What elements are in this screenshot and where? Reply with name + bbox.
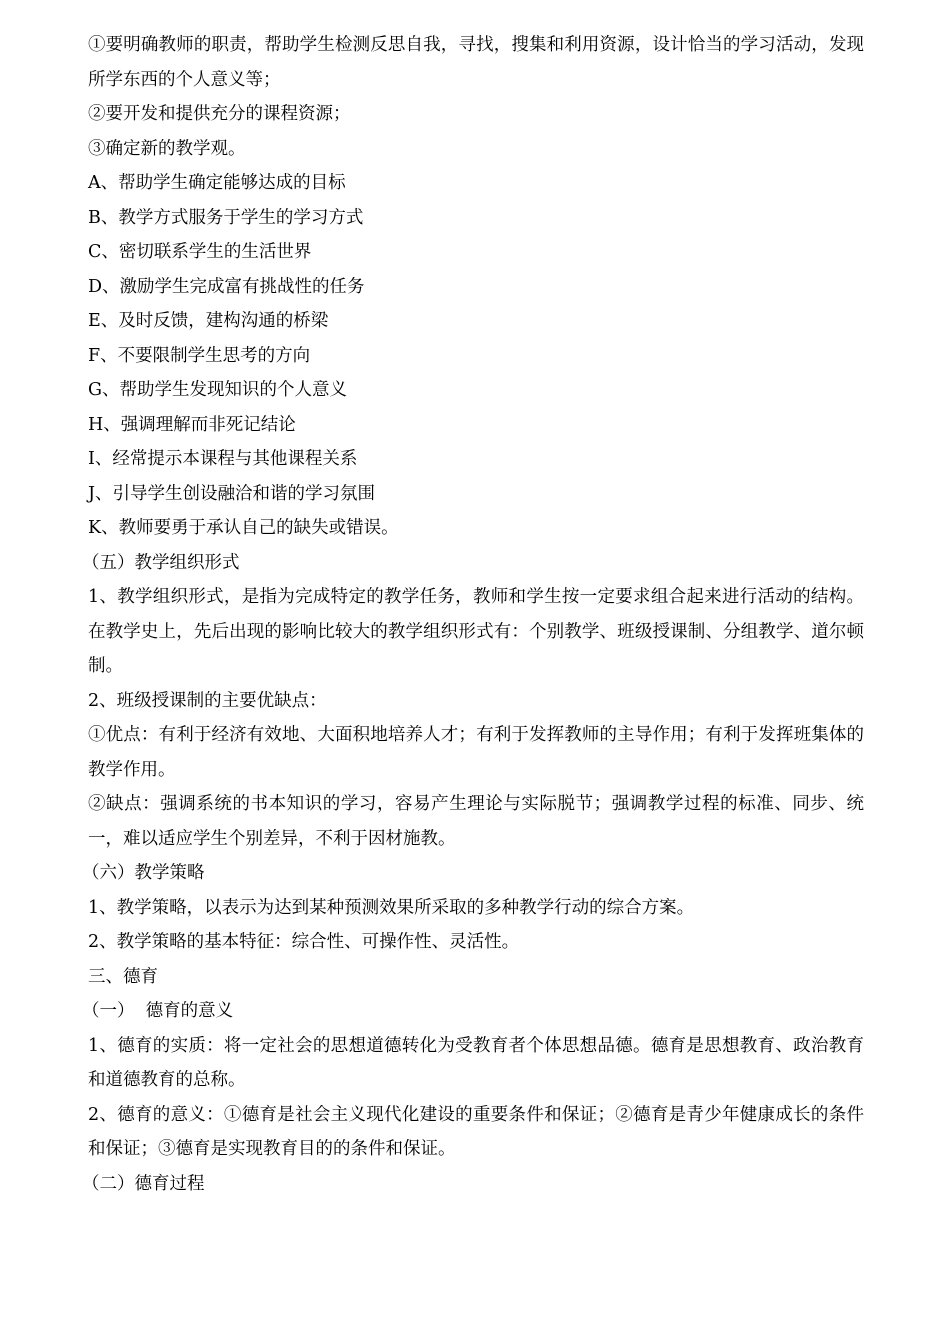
paragraph-moral-significance: 2、德育的意义：①德育是社会主义现代化建设的重要条件和保证；②德育是青少年健康成长的条件和保证；③德育是实现教育目的的条件和保证。 xyxy=(88,1104,864,1159)
paragraph-disadvantages: ②缺点：强调系统的书本知识的学习，容易产生理论与实际脱节；强调教学过程的标准、同步、统一，难以适应学生个别差异，不利于因材施教。 xyxy=(88,794,864,849)
list-item-h: H、强调理解而非死记结论 xyxy=(88,414,296,435)
paragraph-teacher-duties: ①要明确教师的职责，帮助学生检测反思自我，寻找，搜集和利用资源，设计恰当的学习活动，发现所学东西的个人意义等； xyxy=(88,35,864,90)
paragraph-new-teaching-view: ③确定新的教学观。 xyxy=(88,138,246,159)
paragraph-organization-definition: 1、教学组织形式，是指为完成特定的教学任务，教师和学生按一定要求组合起来进行活动的结构。在教学史上，先后出现的影响比较大的教学组织形式有：个别教学、班级授课制、分组教学、道尔顿制。 xyxy=(88,587,864,676)
section-heading-moral-education: 三、德育 xyxy=(88,966,158,987)
paragraph-strategy-features: 2、教学策略的基本特征：综合性、可操作性、灵活性。 xyxy=(88,932,520,952)
list-item-d: D、激励学生完成富有挑战性的任务 xyxy=(88,276,365,297)
list-item-e: E、及时反馈，建构沟通的桥梁 xyxy=(88,311,329,331)
document-page xyxy=(82,28,864,1201)
paragraph-moral-essence: 1、德育的实质：将一定社会的思想道德转化为受教育者个体思想品德。德育是思想教育、政治教育和道德教育的总称。 xyxy=(88,1035,864,1090)
list-item-a: A、帮助学生确定能够达成的目标 xyxy=(88,173,346,193)
section-heading-moral-meaning: （一） 德育的意义 xyxy=(82,1001,234,1021)
section-heading-teaching-organization: （五）教学组织形式 xyxy=(82,552,240,573)
list-item-j: J、引导学生创设融洽和谐的学习氛围 xyxy=(88,483,376,504)
paragraph-advantages: ①优点：有利于经济有效地、大面积地培养人才；有利于发挥教师的主导作用；有利于发挥班集体的教学作用。 xyxy=(88,725,864,780)
paragraph-course-resources: ②要开发和提供充分的课程资源； xyxy=(88,104,351,124)
section-heading-moral-process: （二）德育过程 xyxy=(82,1173,205,1194)
section-heading-teaching-strategy: （六）教学策略 xyxy=(82,863,205,883)
list-item-b: B、教学方式服务于学生的学习方式 xyxy=(88,207,364,228)
paragraph-class-teaching-pros-cons: 2、班级授课制的主要优缺点： xyxy=(88,690,327,711)
list-item-i: I、经常提示本课程与其他课程关系 xyxy=(88,449,358,469)
list-item-f: F、不要限制学生思考的方向 xyxy=(88,345,311,366)
list-item-g: G、帮助学生发现知识的个人意义 xyxy=(88,380,347,400)
paragraph-strategy-definition: 1、教学策略，以表示为达到某种预测效果所采取的多种教学行动的综合方案。 xyxy=(88,897,695,918)
list-item-k: K、教师要勇于承认自己的缺失或错误。 xyxy=(88,518,399,538)
list-item-c: C、密切联系学生的生活世界 xyxy=(88,242,312,262)
